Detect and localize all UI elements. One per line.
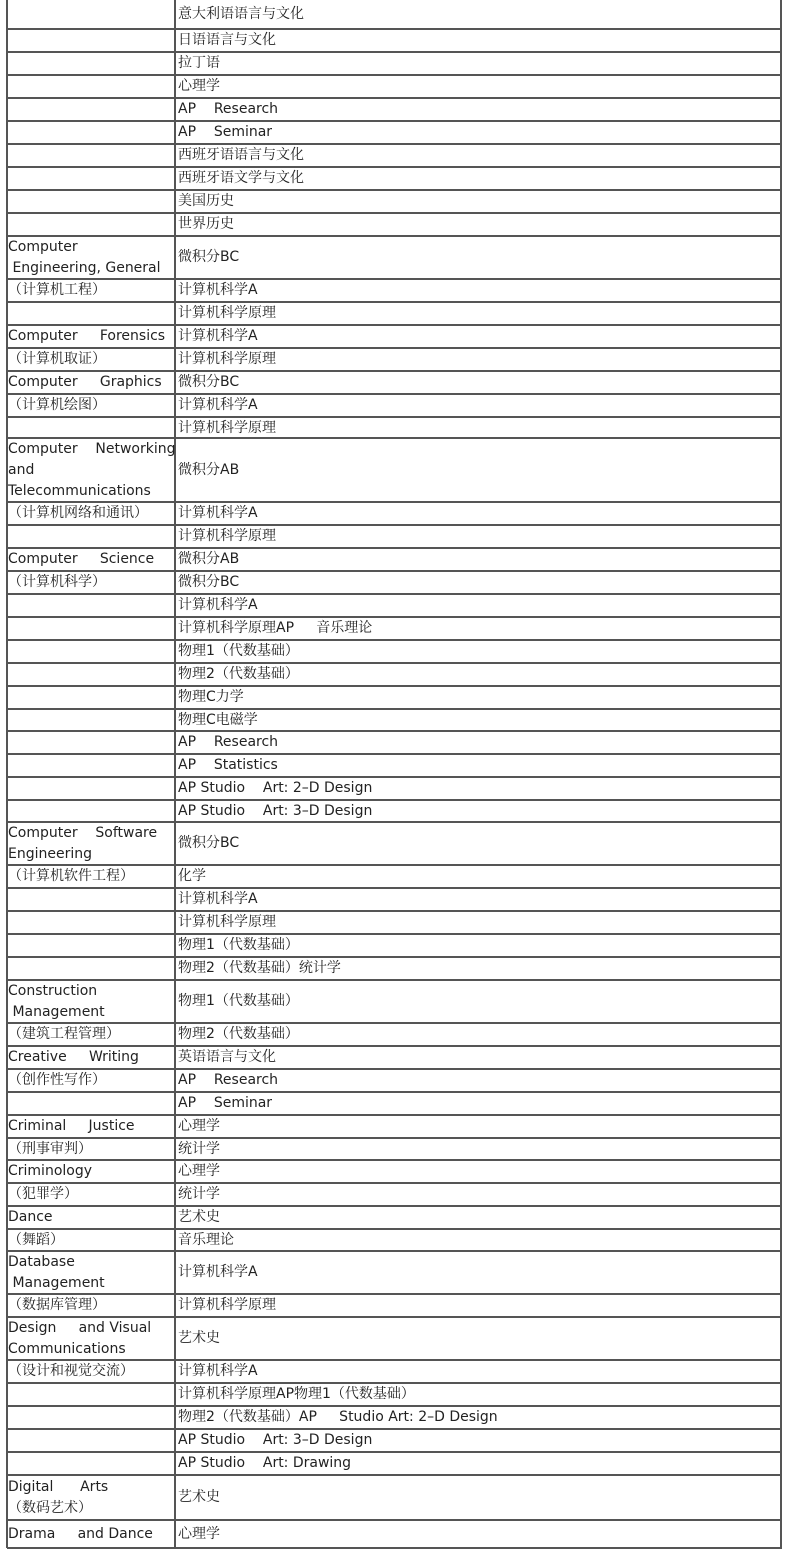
major-name-cell: Drama and Dance — [8, 1525, 153, 1542]
ap-course-cell: 艺术史 — [178, 1209, 220, 1225]
ap-course-cell: 微积分BC — [178, 574, 240, 590]
table-row-border — [7, 1519, 782, 1521]
table-row-border — [7, 166, 782, 168]
ap-course-cell: 计算机科学A — [178, 1264, 258, 1280]
ap-course-cell: 计算机科学原理 — [178, 914, 276, 930]
major-name-cell: （计算机网络和通讯） — [8, 505, 148, 521]
ap-course-cell: 世界历史 — [178, 216, 234, 232]
major-name-cell: （创作性写作） — [8, 1072, 106, 1088]
table-row-border — [7, 416, 782, 418]
table-row-border — [7, 1159, 782, 1161]
ap-course-cell: 计算机科学原理AP物理1（代数基础） — [178, 1386, 415, 1402]
ap-course-cell: 计算机科学A — [178, 891, 258, 907]
table-row-border — [7, 347, 782, 349]
ap-course-cell: 计算机科学原理 — [178, 528, 276, 544]
ap-course-cell: 计算机科学原理AP 音乐理论 — [178, 620, 373, 636]
table-row-border — [7, 1474, 782, 1476]
major-name-cell: （计算机取证） — [8, 351, 106, 367]
table-row-border — [7, 799, 782, 801]
table-row-border — [7, 74, 782, 76]
ap-course-cell: 物理1（代数基础） — [178, 937, 299, 953]
ap-course-cell: 意大利语语言与文化 — [178, 6, 304, 22]
ap-course-cell: AP Studio Art: 2–D Design — [178, 780, 373, 796]
table-row-border — [7, 120, 782, 122]
ap-course-cell: 音乐理论 — [178, 1232, 234, 1248]
table-row-border — [7, 97, 782, 99]
ap-course-cell: 化学 — [178, 868, 206, 884]
ap-course-cell: 计算机科学原理 — [178, 420, 276, 436]
ap-course-cell: 微积分BC — [178, 835, 240, 851]
ap-course-cell: 计算机科学原理 — [178, 351, 276, 367]
ap-course-cell: 物理1（代数基础） — [178, 643, 299, 659]
table-row-border — [7, 887, 782, 889]
major-name-cell: Dance — [8, 1209, 53, 1225]
table-row-border — [7, 753, 782, 755]
ap-course-cell: AP Research — [178, 101, 279, 117]
table-row-border — [7, 1068, 782, 1070]
ap-course-cell: 物理2（代数基础）统计学 — [178, 960, 341, 976]
ap-course-cell: AP Research — [178, 734, 279, 750]
table-row-border — [7, 776, 782, 778]
major-name-cell: （设计和视觉交流） — [8, 1363, 134, 1379]
table-row-border — [7, 910, 782, 912]
table-row-border — [7, 639, 782, 641]
ap-course-cell: 计算机科学A — [178, 505, 258, 521]
major-name-cell: Criminology — [8, 1163, 93, 1179]
major-name-cell: （犯罪学） — [8, 1186, 78, 1202]
major-name-cell: Design and Visual Communications — [8, 1320, 152, 1357]
ap-course-cell: 统计学 — [178, 1186, 220, 1202]
ap-course-cell: 物理2（代数基础） — [178, 666, 299, 682]
ap-course-cell: 西班牙语文学与文化 — [178, 170, 304, 186]
table-row-border — [7, 1091, 782, 1093]
major-name-cell: Computer Software Engineering — [8, 825, 158, 862]
major-name-cell: （刑事审判） — [8, 1141, 92, 1157]
ap-course-cell: 心理学 — [178, 1525, 220, 1542]
table-row-border — [7, 143, 782, 145]
ap-course-cell: 英语语言与文化 — [178, 1049, 276, 1065]
table-row-border — [7, 51, 782, 53]
table-row-border — [7, 1428, 782, 1430]
ap-course-cell: 心理学 — [178, 78, 220, 94]
ap-course-cell: AP Seminar — [178, 124, 273, 140]
ap-course-cell: 物理1（代数基础） — [178, 993, 299, 1009]
table-row-border — [7, 1205, 782, 1207]
table-row-border — [7, 1451, 782, 1453]
table-row-border — [7, 1228, 782, 1230]
major-name-cell: Criminal Justice — [8, 1118, 135, 1134]
table-row-border — [7, 28, 782, 30]
ap-course-cell: 计算机科学A — [178, 597, 258, 613]
major-name-cell: Computer Engineering, General — [8, 239, 161, 276]
major-name-cell: （计算机软件工程） — [8, 868, 134, 884]
major-name-cell: （计算机科学） — [8, 574, 106, 590]
ap-course-cell: 微积分AB — [178, 551, 240, 567]
ap-course-cell: 艺术史 — [178, 1330, 220, 1346]
table-row-border — [7, 685, 782, 687]
table-row-border — [7, 1293, 782, 1295]
ap-course-cell: 计算机科学A — [178, 397, 258, 413]
ap-course-cell: AP Research — [178, 1072, 279, 1088]
table-row-border — [7, 212, 782, 214]
ap-course-cell: AP Studio Art: 3–D Design — [178, 1432, 373, 1448]
ap-course-cell: 拉丁语 — [178, 55, 220, 71]
table-row-border — [7, 662, 782, 664]
table-row-border — [7, 189, 782, 191]
ap-course-cell: 计算机科学A — [178, 1363, 258, 1379]
major-name-cell: Computer Networking and Telecommunications — [8, 441, 176, 499]
table-row-border — [7, 524, 782, 526]
ap-course-cell: 统计学 — [178, 1141, 220, 1157]
ap-course-cell: AP Studio Art: 3–D Design — [178, 803, 373, 819]
ap-course-cell: 艺术史 — [178, 1489, 220, 1505]
ap-course-cell: 微积分AB — [178, 461, 240, 478]
table-row-border — [7, 1137, 782, 1139]
ap-course-cell: AP Statistics — [178, 757, 278, 773]
major-name-cell: Computer Science — [8, 551, 155, 567]
major-name-cell: Creative Writing — [8, 1049, 139, 1065]
major-name-cell: （数据库管理） — [8, 1297, 106, 1313]
ap-course-cell: 日语语言与文化 — [178, 32, 276, 48]
table-row-border — [7, 570, 782, 572]
major-name-cell: （计算机绘图） — [8, 397, 106, 413]
major-name-cell: Computer Forensics — [8, 328, 166, 344]
ap-course-cell: 物理2（代数基础） — [178, 1026, 299, 1042]
ap-course-cell: 物理C电磁学 — [178, 712, 258, 728]
table-row-border — [7, 393, 782, 395]
ap-course-cell: 物理C力学 — [178, 689, 244, 705]
table-row-border — [7, 301, 782, 303]
ap-course-cell: 计算机科学A — [178, 328, 258, 344]
table-row-border — [7, 956, 782, 958]
table-row-border — [7, 1022, 782, 1024]
ap-course-cell: 微积分BC — [178, 249, 240, 265]
major-name-cell: Construction Management — [8, 983, 105, 1020]
table-row-border — [7, 933, 782, 935]
table-row-border — [7, 616, 782, 618]
ap-course-cell: 计算机科学原理 — [178, 305, 276, 321]
table-row-border — [7, 593, 782, 595]
table-row-border — [7, 1250, 782, 1252]
major-name-cell: （计算机工程） — [8, 282, 106, 298]
table-row-border — [7, 708, 782, 710]
ap-course-cell: AP Seminar — [178, 1095, 273, 1111]
major-name-cell: Computer Graphics — [8, 374, 162, 390]
table-row-border — [7, 730, 782, 732]
major-name-cell: （舞蹈） — [8, 1232, 64, 1248]
ap-course-cell: 计算机科学原理 — [178, 1297, 276, 1313]
ap-course-cell: AP Studio Art: Drawing — [178, 1455, 352, 1471]
major-name-cell: （建筑工程管理） — [8, 1026, 120, 1042]
ap-course-cell: 美国历史 — [178, 193, 234, 209]
ap-course-cell: 计算机科学A — [178, 282, 258, 298]
table-row-border — [7, 979, 782, 981]
major-name-cell: Digital Arts （数码艺术） — [8, 1478, 109, 1516]
ap-course-cell: 心理学 — [178, 1118, 220, 1134]
ap-course-cell: 心理学 — [178, 1163, 220, 1179]
table-row-border — [7, 1182, 782, 1184]
major-name-cell: Database Management — [8, 1254, 105, 1291]
ap-course-cell: 西班牙语语言与文化 — [178, 147, 304, 163]
ap-course-cell: 物理2（代数基础）AP Studio Art: 2–D Design — [178, 1409, 498, 1425]
ap-course-cell: 微积分BC — [178, 374, 240, 390]
